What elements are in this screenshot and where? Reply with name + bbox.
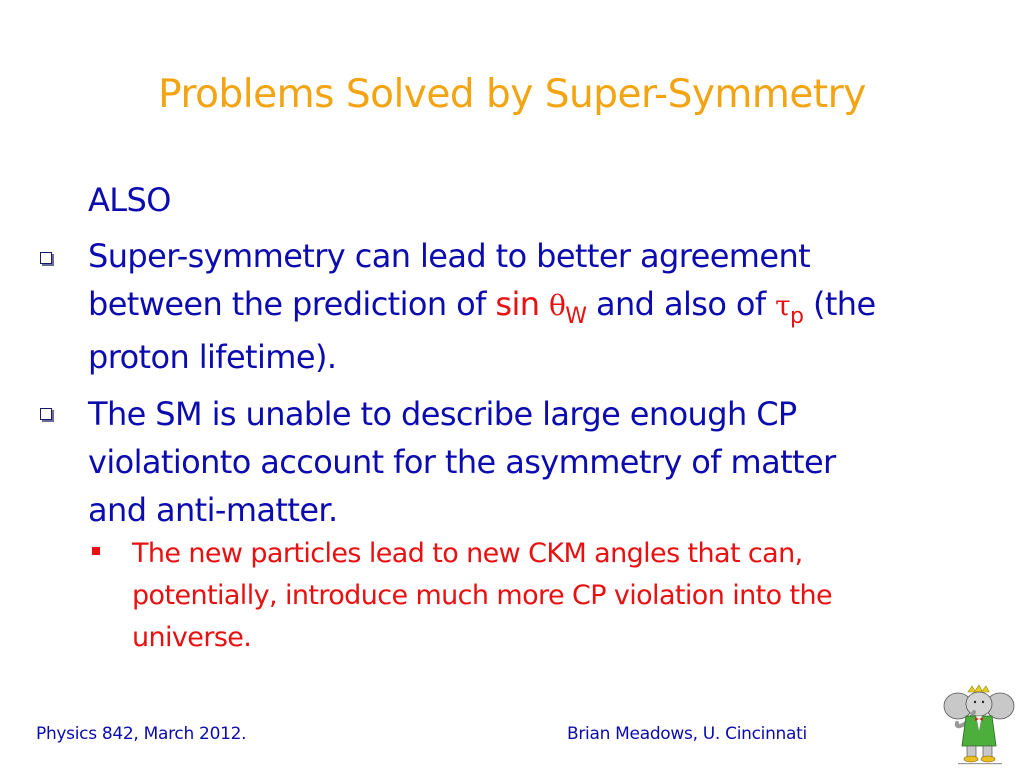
footer-author: Brian Meadows, U. Cincinnati bbox=[567, 724, 807, 744]
bullet-supersymmetry bbox=[88, 232, 1018, 381]
bullet1-line2 bbox=[88, 280, 1018, 333]
babar-elephant-icon bbox=[938, 684, 1022, 766]
bullet1-line3: proton lifetime). bbox=[88, 338, 337, 376]
bullet2-line3: and anti-matter. bbox=[88, 491, 338, 529]
sub-bullet-ckm bbox=[132, 533, 1012, 659]
square-bullet-icon bbox=[40, 408, 52, 420]
bullet1-mid: and also of bbox=[586, 285, 776, 323]
bullet2-line1: The SM is unable to describe large enough CP bbox=[88, 395, 797, 433]
tau-symbol: τ bbox=[775, 289, 790, 322]
sub-bullet-line1: The new particles lead to new CKM angles that can, bbox=[132, 538, 803, 569]
footer-course: Physics 842, March 2012. bbox=[36, 724, 247, 744]
bullet1-line2-pre: between the prediction of bbox=[88, 285, 496, 323]
sin-text: sin bbox=[495, 285, 540, 323]
tau-subscript: p bbox=[790, 304, 804, 329]
sub-bullet-line3: universe. bbox=[132, 622, 252, 653]
sub-bullet-line2: potentially, introduce much more CP violation into the bbox=[132, 580, 833, 611]
slide-title: Problems Solved by Super-Symmetry bbox=[158, 72, 866, 117]
theta-symbol: θ bbox=[549, 289, 566, 322]
bullet-cp-violation bbox=[88, 390, 1018, 534]
theta-subscript: W bbox=[565, 304, 587, 329]
also-label: ALSO bbox=[88, 181, 171, 219]
filled-square-bullet-icon bbox=[92, 547, 100, 555]
bullet1-post: (the bbox=[803, 285, 876, 323]
bullet2-line2: violationto account for the asymmetry of matter bbox=[88, 443, 836, 481]
square-bullet-icon bbox=[40, 252, 52, 264]
bullet1-line1: Super-symmetry can lead to better agreement bbox=[88, 237, 811, 275]
